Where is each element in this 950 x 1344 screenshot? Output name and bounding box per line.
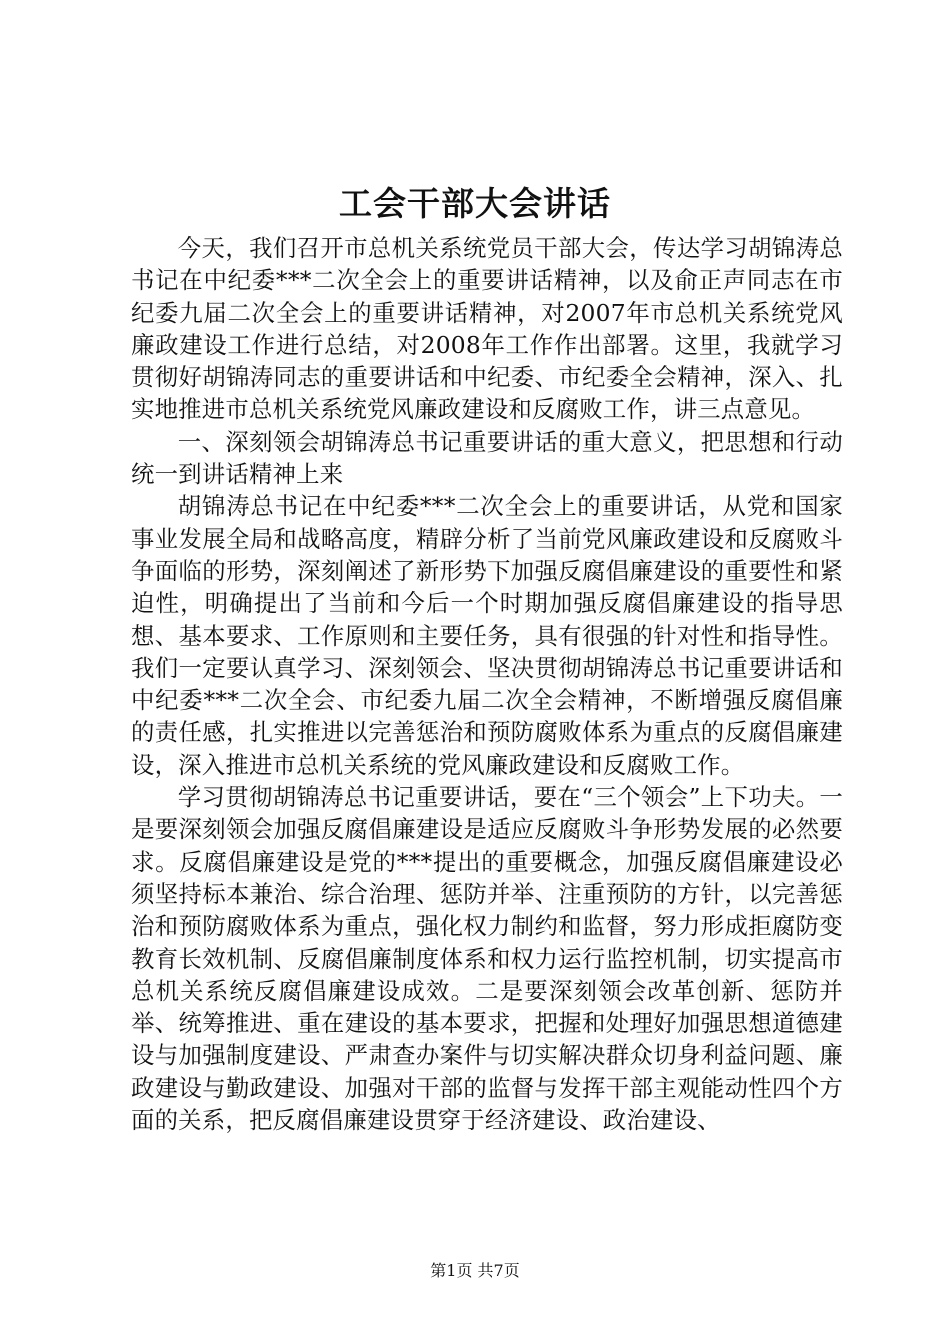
paragraph-speech-significance: 胡锦涛总书记在中纪委***二次全会上的重要讲话，从党和国家事业发展全局和战略高度，精辟分析了当前党风廉政建设和反腐败斗争面临的形势，深刻阐述了新形势下加强反腐倡廉建设的重要性和紧迫性，明确提出了当前和今后一个时期加强反腐倡廉建设的指导思想、基本要求、工作原则和主要任务，具有很强的针对性和指导性。我们一定要认真学习、深刻领会、坚决贯彻胡锦涛总书记重要讲话和中纪委***二次全会、市纪委九届二次全会精神，不断增强反腐倡廉的责任感，扎实推进以完善惩治和预防腐败体系为重点的反腐倡廉建设，深入推进市总机关系统的党风廉政建设和反腐败工作。 — [131, 492, 843, 779]
paragraph-three-understandings: 学习贯彻胡锦涛总书记重要讲话，要在“三个领会”上下功夫。一是要深刻领会加强反腐倡廉建设是适应反腐败斗争形势发展的必然要求。反腐倡廉建设是党的***提出的重要概念，加强反腐倡廉建设必须坚持标本兼治、综合治理、惩防并举、注重预防的方针，以完善惩治和预防腐败体系为重点，强化权力制约和监督，努力形成拒腐防变教育长效机制、反腐倡廉制度体系和权力运行监控机制，切实提高市总机关系统反腐倡廉建设成效。二是要深刻领会改革创新、惩防并举、统筹推进、重在建设的基本要求，把握和处理好加强思想道德建设与加强制度建设、严肃查办案件与切实解决群众切身利益问题、廉政建设与勤政建设、加强对干部的监督与发挥干部主观能动性四个方面的关系，把反腐倡廉建设贯穿于经济建设、政治建设、 — [131, 783, 843, 1135]
page-footer: 第1页 共7页 — [430, 1261, 520, 1280]
document-body — [131, 232, 843, 1136]
document-title: 工会干部大会讲话 — [339, 184, 611, 223]
section-heading-1: 一、深刻领会胡锦涛总书记重要讲话的重大意义，把思想和行动统一到讲话精神上来 — [131, 427, 843, 489]
paragraph-intro: 今天，我们召开市总机关系统党员干部大会，传达学习胡锦涛总书记在中纪委***二次全会上的重要讲话精神，以及俞正声同志在市纪委九届二次全会上的重要讲话精神，对2007年市总机关系统党风廉政建设工作进行总结，对2008年工作作出部署。这里，我就学习贯彻好胡锦涛同志的重要讲话和中纪委、市纪委全会精神，深入、扎实地推进市总机关系统党风廉政建设和反腐败工作，讲三点意见。 — [131, 234, 843, 424]
